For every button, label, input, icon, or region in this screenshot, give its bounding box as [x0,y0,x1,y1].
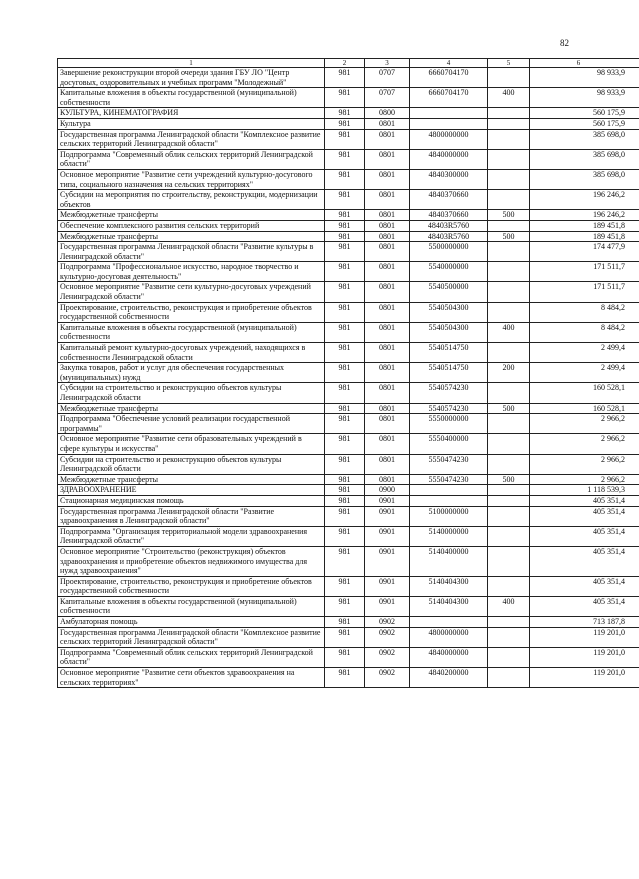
row-target-code: 5540514750 [410,363,488,383]
row-name: Основное мероприятие "Развитие сети культурно-досуговых учреждений Ленинградской области" [58,282,325,302]
row-target-code: 5540514750 [410,343,488,363]
row-name: Стационарная медицинская помощь [58,495,325,506]
row-name: Межбюджетные трансферты [58,474,325,485]
row-name: Государственная программа Ленинградской области "Комплексное развитие сельских территорий Ленинградской области" [58,129,325,149]
row-amount: 196 246,2 [530,210,639,221]
row-name: Государственная программа Ленинградской области "Развитие здравоохранения в Ленинградской области" [58,506,325,526]
table-header-row [58,59,639,68]
column-header: 4 [410,59,488,68]
table-body [58,68,639,688]
row-section-code: 0900 [365,485,410,496]
row-name: Основное мероприятие "Развитие сети образовательных учреждений в сфере культуры и искусства" [58,434,325,454]
table-row [58,220,639,231]
row-target-code: 5140000000 [410,526,488,546]
row-amount: 119 201,0 [530,668,639,688]
table-row [58,363,639,383]
row-expense-type: 400 [488,322,530,342]
row-expense-type [488,282,530,302]
row-amount: 385 698,0 [530,149,639,169]
row-expense-type [488,434,530,454]
row-name: Капитальные вложения в объекты государственной (муниципальной) собственности [58,596,325,616]
row-section-code: 0801 [365,262,410,282]
row-expense-type: 500 [488,474,530,485]
row-section-code: 0801 [365,383,410,403]
row-ministry-code: 981 [325,88,365,108]
row-amount: 385 698,0 [530,129,639,149]
table-row [58,190,639,210]
row-amount: 713 187,8 [530,617,639,628]
row-ministry-code: 981 [325,647,365,667]
table-row [58,118,639,129]
row-amount: 160 528,1 [530,403,639,414]
row-ministry-code: 981 [325,282,365,302]
row-target-code: 6660704170 [410,88,488,108]
row-amount: 8 484,2 [530,322,639,342]
table-row [58,485,639,496]
table-row [58,302,639,322]
row-expense-type: 400 [488,596,530,616]
row-amount: 2 499,4 [530,343,639,363]
row-ministry-code: 981 [325,576,365,596]
row-target-code: 5100000000 [410,506,488,526]
row-section-code: 0801 [365,169,410,189]
row-section-code: 0801 [365,302,410,322]
row-amount: 196 246,2 [530,190,639,210]
row-ministry-code: 981 [325,169,365,189]
row-name: Основное мероприятие "Строительство (реконструкция) объектов здравоохранения и приобретение объектов недвижимого имущества для нужд здравоохранения" [58,546,325,576]
row-ministry-code: 981 [325,495,365,506]
row-expense-type [488,506,530,526]
row-section-code: 0901 [365,576,410,596]
row-name: Основное мероприятие "Развитие сети объектов здравоохранения на сельских территориях" [58,668,325,688]
row-target-code: 5140404300 [410,576,488,596]
row-section-code: 0801 [365,190,410,210]
row-section-code: 0902 [365,627,410,647]
column-header: 2 [325,59,365,68]
row-amount: 2 966,2 [530,454,639,474]
row-expense-type [488,242,530,262]
row-ministry-code: 981 [325,596,365,616]
row-section-code: 0801 [365,220,410,231]
row-amount: 2 966,2 [530,414,639,434]
row-section-code: 0801 [365,414,410,434]
row-section-code: 0801 [365,231,410,242]
row-expense-type [488,576,530,596]
row-target-code [410,108,488,119]
row-section-code: 0707 [365,68,410,88]
row-section-code: 0801 [365,210,410,221]
row-section-code: 0901 [365,506,410,526]
table-row [58,343,639,363]
row-amount: 174 477,9 [530,242,639,262]
row-section-code: 0902 [365,617,410,628]
table-row [58,506,639,526]
table-row [58,403,639,414]
row-amount: 405 351,4 [530,495,639,506]
row-amount: 2 966,2 [530,434,639,454]
row-amount: 171 511,7 [530,282,639,302]
column-header: 6 [530,59,639,68]
row-ministry-code: 981 [325,627,365,647]
row-expense-type: 500 [488,231,530,242]
table-row [58,129,639,149]
row-name: Субсидии на строительство и реконструкцию объектов культуры Ленинградской области [58,383,325,403]
row-ministry-code: 981 [325,231,365,242]
row-expense-type [488,414,530,434]
row-ministry-code: 981 [325,363,365,383]
row-section-code: 0901 [365,526,410,546]
row-ministry-code: 981 [325,210,365,221]
table-row [58,668,639,688]
page-number: 82 [560,38,569,48]
row-ministry-code: 981 [325,220,365,231]
row-name: Подпрограмма "Современный облик сельских территорий Ленинградской области" [58,647,325,667]
row-target-code: 4840370660 [410,210,488,221]
row-name: Субсидии на строительство и реконструкцию объектов культуры Ленинградской области [58,454,325,474]
row-target-code: 5540504300 [410,322,488,342]
row-ministry-code: 981 [325,434,365,454]
table-row [58,434,639,454]
row-ministry-code: 981 [325,383,365,403]
table-row [58,546,639,576]
table-row [58,474,639,485]
row-ministry-code: 981 [325,454,365,474]
row-section-code: 0801 [365,322,410,342]
row-target-code: 5540574230 [410,403,488,414]
table-row [58,647,639,667]
row-ministry-code: 981 [325,485,365,496]
row-amount: 8 484,2 [530,302,639,322]
row-expense-type: 500 [488,210,530,221]
row-target-code: 5550474230 [410,454,488,474]
row-amount: 119 201,0 [530,647,639,667]
row-ministry-code: 981 [325,108,365,119]
row-ministry-code: 981 [325,129,365,149]
row-section-code: 0801 [365,434,410,454]
row-amount: 560 175,9 [530,118,639,129]
row-target-code: 48403R5760 [410,220,488,231]
table-row [58,88,639,108]
row-target-code: 5550000000 [410,414,488,434]
row-ministry-code: 981 [325,506,365,526]
row-section-code: 0800 [365,108,410,119]
table-row [58,322,639,342]
row-name: Межбюджетные трансферты [58,403,325,414]
row-amount: 560 175,9 [530,108,639,119]
row-amount: 98 933,9 [530,88,639,108]
row-ministry-code: 981 [325,526,365,546]
row-name: КУЛЬТУРА, КИНЕМАТОГРАФИЯ [58,108,325,119]
row-name: Закупка товаров, работ и услуг для обеспечения государственных (муниципальных) нужд [58,363,325,383]
row-name: Подпрограмма "Обеспечение условий реализации государственной программы" [58,414,325,434]
table-row [58,596,639,616]
row-target-code: 5140404300 [410,596,488,616]
row-expense-type [488,546,530,576]
row-name: Субсидии на мероприятия по строительству, реконструкции, модернизации объектов [58,190,325,210]
row-name: Капитальные вложения в объекты государственной (муниципальной) собственности [58,322,325,342]
row-name: Капитальный ремонт культурно-досуговых учреждений, находящихся в собственности Ленинградской области [58,343,325,363]
table-row [58,576,639,596]
budget-table [57,58,639,688]
row-section-code: 0801 [365,129,410,149]
row-expense-type [488,169,530,189]
row-expense-type [488,454,530,474]
table-row [58,383,639,403]
row-section-code: 0902 [365,647,410,667]
row-target-code: 5550400000 [410,434,488,454]
row-target-code: 4840200000 [410,668,488,688]
row-amount: 405 351,4 [530,596,639,616]
column-header: 1 [58,59,325,68]
row-expense-type [488,617,530,628]
row-name: Капитальные вложения в объекты государственной (муниципальной) собственности [58,88,325,108]
row-amount: 160 528,1 [530,383,639,403]
row-expense-type [488,647,530,667]
row-amount: 405 351,4 [530,506,639,526]
row-name: Межбюджетные трансферты [58,210,325,221]
row-amount: 405 351,4 [530,526,639,546]
table-row [58,627,639,647]
row-expense-type: 500 [488,403,530,414]
row-ministry-code: 981 [325,242,365,262]
row-ministry-code: 981 [325,118,365,129]
column-header: 5 [488,59,530,68]
row-target-code: 4800000000 [410,627,488,647]
row-name: Подпрограмма "Организация территориальной модели здравоохранения Ленинградской области" [58,526,325,546]
row-target-code: 6660704170 [410,68,488,88]
row-section-code: 0901 [365,495,410,506]
row-section-code: 0707 [365,88,410,108]
table-row [58,108,639,119]
row-ministry-code: 981 [325,322,365,342]
row-amount: 189 451,8 [530,220,639,231]
row-target-code: 4840000000 [410,647,488,667]
table-row [58,68,639,88]
row-target-code: 5540574230 [410,383,488,403]
row-target-code: 48403R5760 [410,231,488,242]
row-name: Проектирование, строительство, реконструкция и приобретение объектов государственной собственности [58,302,325,322]
row-amount: 1 118 539,3 [530,485,639,496]
row-target-code: 5540504300 [410,302,488,322]
row-ministry-code: 981 [325,68,365,88]
row-name: Межбюджетные трансферты [58,231,325,242]
row-expense-type [488,526,530,546]
row-amount: 189 451,8 [530,231,639,242]
row-target-code [410,118,488,129]
table-row [58,242,639,262]
row-expense-type [488,118,530,129]
row-expense-type [488,190,530,210]
row-expense-type [488,149,530,169]
row-target-code: 5140400000 [410,546,488,576]
row-ministry-code: 981 [325,190,365,210]
table-row [58,210,639,221]
row-target-code: 5550474230 [410,474,488,485]
row-section-code: 0801 [365,454,410,474]
row-target-code: 4840370660 [410,190,488,210]
row-expense-type [488,668,530,688]
row-amount: 98 933,9 [530,68,639,88]
row-expense-type [488,627,530,647]
row-amount: 171 511,7 [530,262,639,282]
table-row [58,526,639,546]
row-expense-type: 400 [488,88,530,108]
row-section-code: 0901 [365,596,410,616]
row-ministry-code: 981 [325,414,365,434]
row-name: Проектирование, строительство, реконструкция и приобретение объектов государственной собственности [58,576,325,596]
row-section-code: 0801 [365,149,410,169]
row-section-code: 0801 [365,403,410,414]
row-section-code: 0801 [365,282,410,302]
row-expense-type [488,485,530,496]
row-expense-type [488,343,530,363]
row-expense-type: 200 [488,363,530,383]
row-name: Подпрограмма "Профессиональное искусство, народное творчество и культурно-досуговая деятельность" [58,262,325,282]
table-row [58,617,639,628]
row-expense-type [488,68,530,88]
row-name: Государственная программа Ленинградской области "Развитие культуры в Ленинградской области" [58,242,325,262]
row-amount: 119 201,0 [530,627,639,647]
row-section-code: 0801 [365,363,410,383]
row-amount: 2 499,4 [530,363,639,383]
row-section-code: 0901 [365,546,410,576]
table-row [58,414,639,434]
table-row [58,231,639,242]
row-amount: 385 698,0 [530,169,639,189]
table-row [58,169,639,189]
row-expense-type [488,302,530,322]
row-amount: 405 351,4 [530,546,639,576]
table-row [58,282,639,302]
row-section-code: 0801 [365,118,410,129]
table-row [58,262,639,282]
row-expense-type [488,262,530,282]
row-ministry-code: 981 [325,474,365,485]
row-ministry-code: 981 [325,403,365,414]
row-ministry-code: 981 [325,149,365,169]
row-ministry-code: 981 [325,668,365,688]
table-row [58,149,639,169]
row-name: Подпрограмма "Современный облик сельских территорий Ленинградской области" [58,149,325,169]
row-ministry-code: 981 [325,262,365,282]
row-target-code [410,485,488,496]
row-target-code: 4840300000 [410,169,488,189]
row-ministry-code: 981 [325,617,365,628]
row-section-code: 0801 [365,474,410,485]
row-amount: 2 966,2 [530,474,639,485]
row-name: Государственная программа Ленинградской области "Комплексное развитие сельских территорий Ленинградской области" [58,627,325,647]
column-header: 3 [365,59,410,68]
row-name: Амбулаторная помощь [58,617,325,628]
row-ministry-code: 981 [325,546,365,576]
row-section-code: 0902 [365,668,410,688]
row-target-code [410,617,488,628]
row-target-code: 4800000000 [410,129,488,149]
row-target-code: 5540000000 [410,262,488,282]
row-ministry-code: 981 [325,343,365,363]
row-name: ЗДРАВООХРАНЕНИЕ [58,485,325,496]
row-name: Обеспечение комплексного развития сельских территорий [58,220,325,231]
row-amount: 405 351,4 [530,576,639,596]
row-expense-type [488,220,530,231]
row-section-code: 0801 [365,242,410,262]
row-name: Завершение реконструкции второй очереди здания ГБУ ЛО "Центр досуговых, оздоровительных и учебных программ "Молодежный" [58,68,325,88]
row-expense-type [488,129,530,149]
row-expense-type [488,108,530,119]
table-row [58,454,639,474]
row-expense-type [488,383,530,403]
row-target-code: 5540500000 [410,282,488,302]
row-name: Основное мероприятие "Развитие сети учреждений культурно-досугового типа, социального назначения на сельских территориях" [58,169,325,189]
row-target-code: 4840000000 [410,149,488,169]
row-expense-type [488,495,530,506]
row-section-code: 0801 [365,343,410,363]
table-row [58,495,639,506]
row-name: Культура [58,118,325,129]
row-target-code [410,495,488,506]
row-ministry-code: 981 [325,302,365,322]
row-target-code: 5500000000 [410,242,488,262]
